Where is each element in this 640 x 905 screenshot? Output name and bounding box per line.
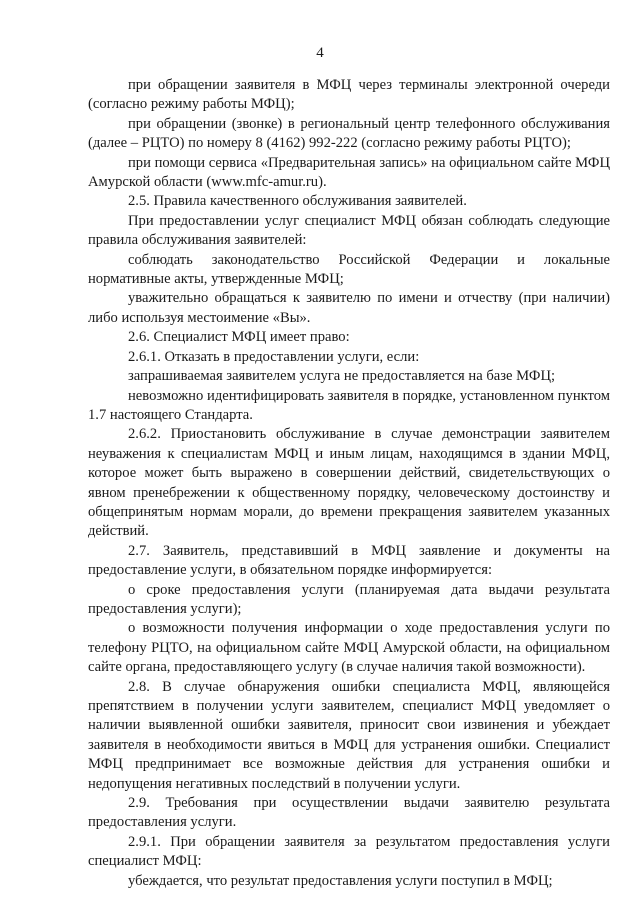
paragraph-progress-info: о возможности получения информации о ходе предоставления услуги по телефону РЦТО, на официальном сайте МФЦ Амурской области, на официальном сайте органа, предоставляющего услугу (в случае наличия такой возможности). — [88, 620, 610, 676]
paragraph-2-8-error: 2.8. В случае обнаружения ошибки специалиста МФЦ, являющейся препятствием в получении услуги заявителем, специалист МФЦ уведомляет о наличии выявленной ошибки заявителя, приносит свои извинения и убеждает заявителя в необходимости явиться в МФЦ для устранения ошибки. Специалист МФЦ предпринимает все возможные действия для устранения ошибки и недопущения негативных последствий в получении услуги. — [88, 678, 610, 792]
paragraph-phone-center: при обращении (звонке) в региональный центр телефонного обслуживания (далее – РЦТО) по номеру 8 (4162) 992-222 (согласно режиму работы РЦТО); — [88, 115, 610, 152]
paragraph-2-6-2-suspend: 2.6.2. Приостановить обслуживание в случае демонстрации заявителем неуважения к специалистам МФЦ и иным лицам, находящимся в здании МФЦ, которое может быть выражено в совершении действий, свидетельствующих о явном пренебрежении к общественному порядку, человеческому достоинству и общепринятым нормам морали, до времени прекращения заявителем указанных действий. — [88, 426, 610, 540]
paragraph-result-received: убеждается, что результат предоставления услуги поступил в МФЦ; — [128, 872, 553, 889]
page-number: 4 — [316, 45, 324, 61]
paragraph-queue-terminal: при обращении заявителя в МФЦ через терминалы электронной очереди (согласно режиму работы МФЦ); — [88, 77, 610, 113]
paragraph-2-9-1-result: 2.9.1. При обращении заявителя за результатом предоставления услуги специалист МФЦ: — [88, 833, 610, 870]
section-heading-2-5: 2.5. Правила качественного обслуживания заявителей. — [128, 193, 467, 210]
paragraph-service-rules-intro: При предоставлении услуг специалист МФЦ обязан соблюдать следующие правила обслуживания заявителей: — [88, 212, 610, 249]
paragraph-polite-address: уважительно обращаться к заявителю по имени и отчеству (при наличии) либо используя местоимение «Вы». — [88, 290, 610, 326]
paragraph-online-booking: при помощи сервиса «Предварительная запись» на официальном сайте МФЦ Амурской области (www.mfc-amur.ru). — [88, 154, 610, 191]
section-heading-2-6-1: 2.6.1. Отказать в предоставлении услуги, если: — [128, 348, 420, 365]
paragraph-cannot-identify: невозможно идентифицировать заявителя в порядке, установленном пунктом 1.7 настоящего Стандарта. — [88, 387, 610, 423]
paragraph-service-term: о сроке предоставления услуги (планируемая дата выдачи результата предоставления услуги); — [88, 581, 610, 617]
paragraph-2-9-requirements: 2.9. Требования при осуществлении выдачи заявителю результата предоставления услуги. — [88, 795, 610, 831]
paragraph-follow-law: соблюдать законодательство Российской Федерации и локальные нормативные акты, утвержденные МФЦ; — [88, 251, 610, 288]
section-heading-2-6: 2.6. Специалист МФЦ имеет право: — [128, 329, 350, 346]
document-body — [88, 76, 610, 891]
paragraph-2-7-informed: 2.7. Заявитель, представивший в МФЦ заявление и документы на предоставление услуги, в обязательном порядке информируется: — [88, 542, 610, 579]
paragraph-service-not-provided: запрашиваемая заявителем услуга не предоставляется на базе МФЦ; — [128, 368, 556, 385]
